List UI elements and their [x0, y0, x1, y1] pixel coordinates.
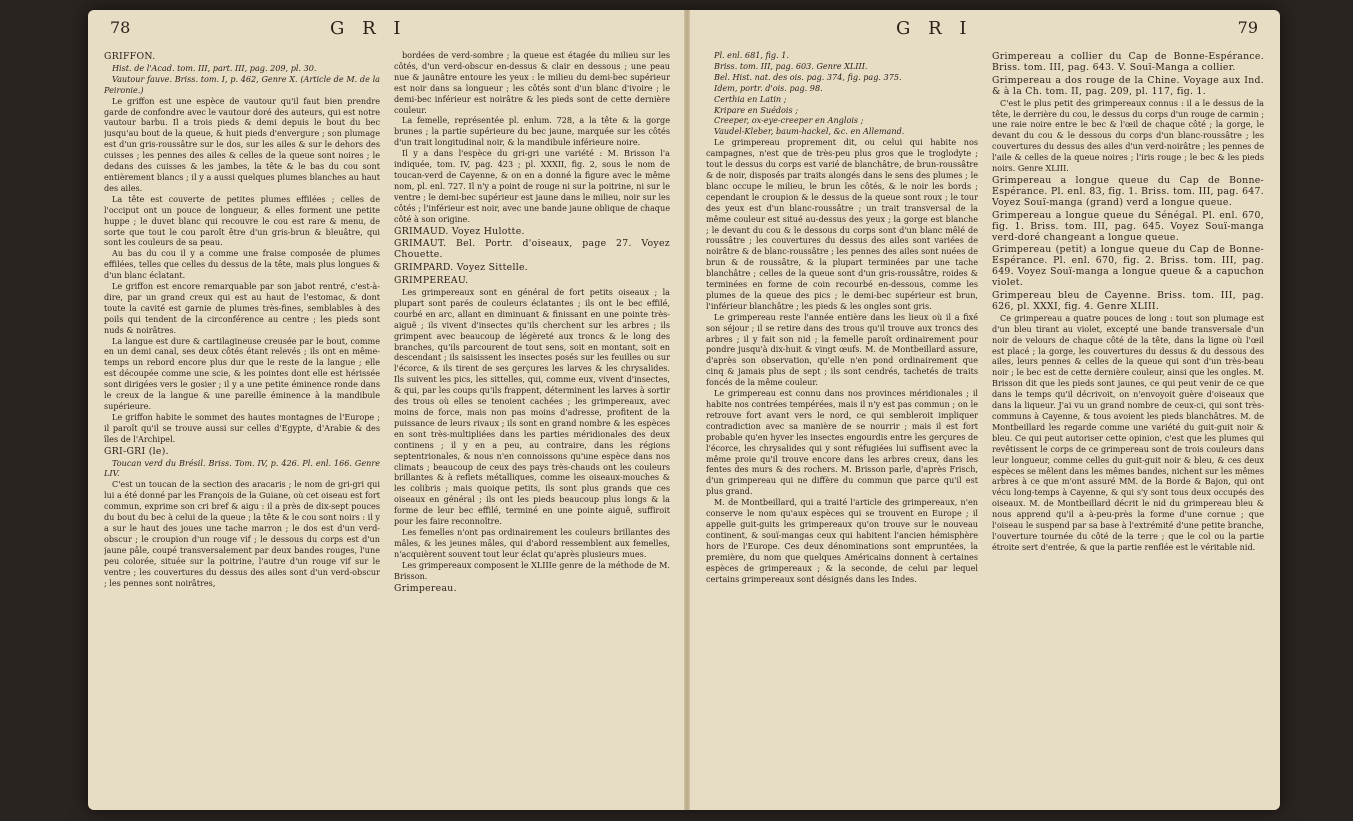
text-paragraph: La langue est dure & cartilagineuse creusée par le bout, comme en un demi canal, ses deux côtés étant relevés ; ils ont en même-temps un rebord encore plus dur que le reste de la langue ; elle est découpée comme une scie, & les pointes dont elle est hérissée sont dirigées vers le gosier ; il y a une petite éminence ronde dans le creux de la langue & une pareille éminence à la mandibule supérieure. [104, 335, 380, 411]
text-paragraph: Les grimpereaux composent le XLIIIe genre de la méthode de M. Brisson. [394, 559, 670, 581]
book-spread [88, 10, 1280, 810]
reference-line: Creeper, ox-eye-creeper en Anglois ; [714, 115, 864, 126]
text-paragraph: Il y a dans l'espèce du gri-gri une variété : M. Brisson l'a indiquée, tom. IV, pag. 423 ; pl. XXXII, fig. 2, sous le nom de toucan-verd de Cayenne, & on en a donné la figure avec le même nom, pl. enl. 727. Il n'y a point de rouge ni sur la poitrine, ni sur le ventre ; le demi-bec supérieur est jaune dans le milieu, noir sur les côtés ; l'inférieur est noir, avec une bande jaune oblique de chaque côté à son origine. [394, 148, 670, 224]
text-paragraph: La tête est couverte de petites plumes effilées ; celles de l'occiput ont un pouce de longueur, & elles forment une petite huppe ; le duvet blanc qui recouvre le cou est rare & menu, de sorte que tout le cou paroît être d'un gris-brun & bleuâtre, qui sont les couleurs de sa peau. [104, 193, 380, 248]
entry-heading: Grimpereau bleu de Cayenne. Briss. tom. III, pag. 626, pl. XXXI, fig. 4. Genre XLIII. [992, 290, 1264, 312]
left-running-header [104, 18, 670, 44]
right-page [706, 18, 1264, 798]
text-paragraph: Le grimpereau reste l'année entière dans les lieux où il a fixé son séjour ; il se retire dans des trous qu'il trouve aux troncs des arbres ; il y fait son nid ; la femelle paroît ordinairement pour pondre jusqu'à dix-huit & vingt œufs. M. de Montbeillard assure, d'après son observation, qu'elle n'en pond ordinairement que cinq & jamais plus de sept ; ils sont cendrés, tachetés de traits foncés de la même couleur. [706, 311, 978, 388]
reference-line: Certhia en Latin ; [714, 93, 787, 104]
text-paragraph: Le griffon habite le sommet des hautes montagnes de l'Europe ; il paroît qu'il se trouve aussi sur celles d'Egypte, d'Arabie & des îles de l'Archipel. [104, 411, 380, 444]
reference-line: Bel. Hist. nat. des ois. pag. 374, fig. pag. 375. [714, 71, 902, 82]
entry-heading: Grimpereau a collier du Cap de Bonne-Espérance. Briss. tom. III, pag. 643. V. Souï-Manga a collier. [992, 51, 1264, 73]
left-column-1 [104, 50, 380, 798]
text-paragraph: Ce grimpereau a quatre pouces de long : tout son plumage est d'un bleu tirant au violet, excepté une bande transversale d'un noir de velours de chaque côté de la tête, dans la ligne où l'œil est placé ; la gorge, les couvertures du dessus & du dessous des ailes, leurs pennes & celles de la queue qui sont d'un très-beau noir ; le bec est de cette dernière couleur, ainsi que les ongles. M. Brisson dit que les pieds sont jaunes, ce qui peut venir de ce que dans le temps qu'il décrivoit, on n'envoyoit guère d'oiseaux que dans la liqueur. J'ai vu un grand nombre de ceux-ci, qui sont très-communs à Cayenne, & tous avoient les pieds blanchâtres. M. de Montbeillard les regarde comme une variété du guit-guit noir & bleu. Ce qui peut autoriser cette opinion, c'est que les plumes qui revêtissent le corps de ce grimpereau sont de trois couleurs dans leur longueur, comme celles du guit-guit noir & bleu, & ces deux espèces se mêlent dans les mêmes bandes, nichent sur les mêmes arbres à ce que m'ont assuré MM. de la Borde & Bajon, qui ont vécu long-temps à Cayenne, & qui s'y sont tous deux occupés des oiseaux. M. de Montbeillard décrit le nid du grimpereau bleu & nous apprend qu'il a à-peu-près la forme d'une cornue ; que l'oiseau le suspend par sa base à l'extrémité d'une petite branche, l'ouverture tournée du côté de la terre ; que le col ou la partie étroite sert d'entrée, & que la partie renflée est le véritable nid. [992, 312, 1264, 552]
book-gutter [684, 10, 690, 810]
left-page [104, 18, 670, 798]
reference-line: Idem, portr. d'ois. pag. 98. [714, 82, 823, 93]
entry-heading: Grimpereau a dos rouge de la Chine. Voyage aux Ind. & à la Ch. tom. II, pag. 209, pl. 117, fig. 1. [992, 74, 1264, 97]
entry-heading: Grimpereau a longue queue du Sénégal. Pl. enl. 670, fig. 1. Briss. tom. III, pag. 645. Voyez Souï-manga verd-doré changeant a longue queue. [992, 209, 1264, 243]
entry-heading: GRI-GRI (le). [104, 445, 169, 457]
right-running-header [706, 18, 1264, 44]
entry-heading: Grimpereau (petit) a longue queue du Cap de Bonne-Espérance. Pl. enl. 670, fig. 2. Briss. tom. III, pag. 649. Voyez Souï-manga a longue queue & a capuchon violet. [992, 244, 1264, 289]
reference-line: Briss. tom. III, pag. 603. Genre XLIII. [714, 60, 868, 71]
entry-heading: GRIMAUT. Bel. Portr. d'oiseaux, page 27. Voyez Chouette. [394, 238, 670, 261]
entry-heading: GRIMAUD. Voyez Hulotte. [394, 225, 525, 237]
text-paragraph: Au bas du cou il y a comme une fraise composée de plumes effilées, telles que celles du dessus de la tête, mais plus longues & d'un blanc éclatant. [104, 248, 380, 281]
text-paragraph: Le griffon est encore remarquable par son jabot rentré, c'est-à-dire, par un grand creux qui est au haut de l'estomac, & dont toute la cavité est garnie de plumes très-fines, semblables à des poils qui tendent de la circonférence au centre ; les pieds sont nuds & noirâtres. [104, 281, 380, 335]
reference-line: Pl. enl. 681, fig. 1. [714, 50, 789, 60]
left-page-number: 78 [110, 18, 131, 37]
entry-heading: GRIMPARD. Voyez Sittelle. [394, 262, 529, 274]
entry-heading: GRIMPEREAU. [394, 275, 469, 287]
entry-heading: Grimpereau a longue queue du Cap de Bonne-Espérance. Pl. enl. 83, fig. 1. Briss. tom. III, pag. 647. Voyez Souï-manga (grand) verd a longue queue. [992, 174, 1264, 208]
reference-line: Hist. de l'Acad. tom. III, part. III, pag. 209, pl. 30. [112, 62, 317, 73]
right-page-number: 79 [1237, 18, 1258, 37]
right-column-2 [992, 50, 1264, 798]
text-paragraph: Le grimpereau est connu dans nos provinces méridionales ; il habite nos contrées tempérées, mais il n'y est pas commun ; on le retrouve fort avant vers le nord, ce qui sembleroit impliquer contradiction avec sa manière de se nourrir ; mais il est fort probable qu'en hyver les insectes engourdis entre les gerçures de l'écorce, les chrysalides qui y sont réfugiées lui suffisent avec la même proie qu'il trouve encore dans les arbres creux, dans les fentes des murs & des rochers. M. Brisson parle, d'après Frisch, d'un grimpereau qui ne diffère du commun que parce qu'il est plus grand. [706, 388, 978, 497]
text-paragraph: Le griffon est une espèce de vautour qu'il faut bien prendre garde de confondre avec le vautour doré des auteurs, qui est notre vautour barbu. Il a trois pieds & demi depuis le bout du bec jusqu'au bout de la queue, & huit pieds d'envergure ; son plumage est d'un gris-roussâtre sur le dos, sur les ailes & sur le dehors des cuisses ; les pennes des ailes & celles de la queue sont noires ; le dedans des cuisses & les jambes, la tête & le bas du cou sont entièrement blancs ; il y a aussi quelques plumes blanches au haut des ailes. [104, 95, 380, 193]
reference-line: Kripare en Suédois ; [714, 104, 798, 115]
left-column-2 [394, 50, 670, 798]
reference-line: Toucan verd du Brésil. Briss. Tom. IV, p. 426. Pl. enl. 166. Genre LIV. [104, 457, 380, 479]
text-paragraph: C'est un toucan de la section des aracaris ; le nom de gri-gri qui lui a été donné par les François de la Guiane, où cet oiseau est fort commun, exprime son cri bref & aigu : il a près de dix-sept pouces du bout du bec à celui de la queue ; la tête & le cou sont noirs : il y a sur le haut des joues une tache marron ; le dos est d'un verd-obscur ; le croupion d'un rouge vif ; le dessous du corps est d'un jaune pâle, coupé transversalement par deux bandes rouges, l'une peu colorée, située sur la poitrine, l'autre d'un rouge vif sur le ventre ; les couvertures du dessus des ailes sont d'un verd-obscur ; les pennes sont noirâtres, [104, 479, 380, 588]
entry-heading: GRIFFON. [104, 51, 156, 62]
right-running-head: G R I [896, 18, 973, 39]
text-paragraph: C'est le plus petit des grimpereaux connus : il a le dessus de la tête, le derrière du cou, le dessus du corps d'un rouge de carmin ; une raie noire entre le bec & l'œil de chaque côté ; la gorge, le devant du cou & le dessous du corps d'un blanc-roussâtre ; les couvertures du dessus des ailes d'un verd-noirâtre ; les pennes de l'aile & celles de la queue noires ; l'iris rouge ; le bec & les pieds noirs. Genre XLIII. [992, 97, 1264, 174]
left-running-head: G R I [330, 18, 407, 39]
text-paragraph: bordées de verd-sombre ; la queue est étagée du milieu sur les côtés, d'un verd-obscur en-dessus & clair en dessous ; une peau nue & jaunâtre entoure les yeux : le milieu du demi-bec supérieur est noir dans sa longueur ; les côtés sont d'un blanc d'ivoire ; le demi-bec inférieur est noirâtre & les pieds sont de cette dernière couleur. [394, 50, 670, 115]
text-paragraph: M. de Montbeillard, qui a traité l'article des grimpereaux, n'en conserve le nom qu'aux espèces qui se trouvent en Europe ; il appelle guit-guits les grimpereaux qu'on trouve sur le nouveau continent, & souï-mangas ceux qui habitent l'ancien hémisphère hors de l'Europe. Ces deux dénominations sont empruntées, la première, du nom que quelques Américains donnent à certaines espèces de grimpereaux ; & la seconde, de celui par lequel certains grimpereaux sont désignés dans les Indes. [706, 497, 978, 584]
reference-line: Vaudel-Kleber, baum-hackel, &c. en Allemand. [714, 126, 905, 137]
text-paragraph: La femelle, représentée pl. enlum. 728, a la tête & la gorge brunes ; la partie supérieure du bec jaune, marquée sur les côtés d'un trait longitudinal noir, & la mandibule inférieure noire. [394, 115, 670, 148]
text-paragraph: Le grimpereau proprement dit, ou celui qui habite nos campagnes, n'est que de très-peu plus gros que le troglodyte ; tout le dessus du corps est varié de blanchâtre, de brun-roussâtre & de noir, disposés par traits alongés dans le sens des plumes ; le blanc occupe le milieu, le brun les côtés, & le noir les bords ; cependant le croupion & le dessus de la queue sont roux ; le tour des yeux est d'un blanc-roussâtre ; un trait transversal de la même couleur est situé au-dessus des yeux ; la gorge est blanche ; le devant du cou & le dessous du corps sont d'un blanc mêlé de roussâtre ; les couvertures du dessus des ailes sont variées de noirâtre & de blanc-roussâtre ; les pennes des ailes sont nuées de brun & de roussâtre, & la plupart terminées par une tache blanchâtre ; celles de la queue sont d'un gris-roussâtre, roides & terminées en forme de coin recourbé en-dessous, comme les plumes de la queue des pics ; le demi-bec supérieur est brun, l'inférieur blanchâtre ; les pieds & les ongles sont gris. [706, 137, 978, 311]
right-column-1 [706, 50, 978, 798]
text-paragraph: Les femelles n'ont pas ordinairement les couleurs brillantes des mâles, & les jeunes mâles, qui d'abord ressemblent aux femelles, n'acquièrent souvent tout leur éclat qu'après plusieurs mues. [394, 526, 670, 559]
reference-line: Vautour fauve. Briss. tom. I, p. 462, Genre X. (Article de M. de la Peironie.) [104, 73, 380, 95]
text-paragraph: Les grimpereaux sont en général de fort petits oiseaux ; la plupart sont parés de couleurs éclatantes ; ils ont le bec effilé, courbé en arc, allant en diminuant & finissant en une pointe très-aiguë ; ils vivent d'insectes qu'ils cherchent sur les arbres ; ils grimpent avec beaucoup de légèreté aux troncs & le long des branches, qu'ils parcourent de tout sens, soit en montant, soit en descendant ; ils saisissent les insectes posés sur les feuilles ou sur l'écorce, & ils tirent de ses gerçures les larves & les chrysalides. Ils suivent les pics, les sittelles, qui, comme eux, vivent d'insectes, & qui, par les coups qu'ils frappent, déterminent les larves à sortir des trous où elles se tenoient cachées ; les grimpereaux, avec moins de force, mais non pas moins d'adresse, profitent de la puissance de leurs rivaux ; ils sont en grand nombre & les espèces en sont très-multipliées dans les parties méridionales des deux continens ; il y en a peu, au contraire, dans les régions septentrionales, & nous n'en connoissons qu'une espèce dans nos climats ; beaucoup de ceux des pays très-chauds ont les couleurs brillantes & à reflets métalliques, comme les oiseaux-mouches & les colibris ; mais quoique petits, ils sont plus grands que ces oiseaux en général ; ils ont les pieds beaucoup plus longs & la forme de leur bec effilé, terminé en une pointe aiguë, suffiroit pour les faire reconnoître. [394, 287, 670, 527]
entry-heading: Grimpereau. [394, 582, 457, 594]
